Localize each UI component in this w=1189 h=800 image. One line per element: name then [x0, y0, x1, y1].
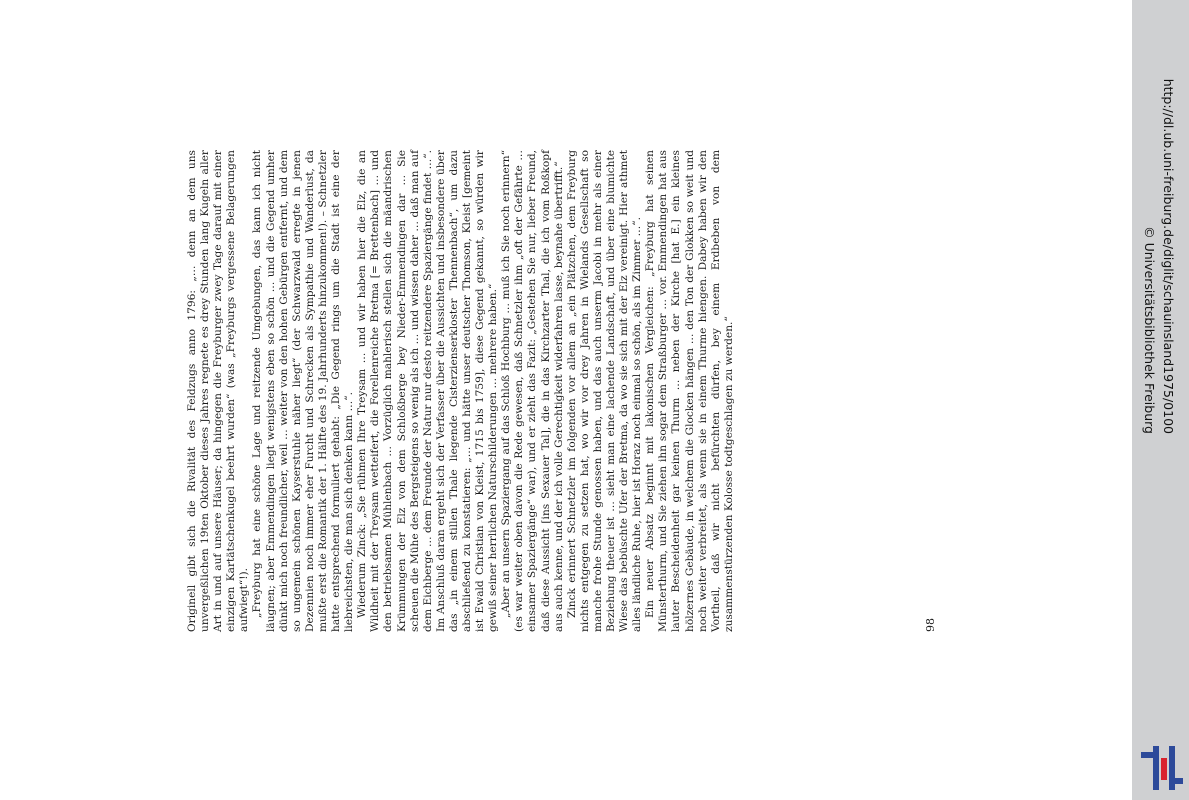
copyright-notice: © Universitätsbibliothek Freiburg	[1142, 226, 1157, 434]
paragraph: Zinck erinnert Schnetzler im folgenden vor allem an „ein Plätzchen, dem Freyburg nichts entgegen zu setzen hat, wo wir vor drey Jahren in Wielands Gesellschaft so manche frohe Stunde genossen haben, und das auch unserm Jacobi in mehr als einer Beziehung theuer ist … sieht man eine lachende Landschaft, und über eine blumichte Wiese das bebüschte Ufer der Bretma, da wo sie sich mit der Elz vereinigt. Hier athmet alles ländliche Ruhe, hier ist Horaz noch einmal so schön, als im Zimmer …“.	[565, 150, 644, 632]
logo-bar-red	[1161, 758, 1167, 780]
logo-bar-blue-top	[1141, 752, 1159, 758]
page-number: 98	[924, 618, 937, 632]
paragraph: „Aber an unsern Spaziergang auf das Schloß Hochburg … muß ich Sie noch erinnern“ (es war weiter oben davon die Rede gewesen, daß Schnetzler ihm „oft der Gefährte … einsamer Spaziergänge“ war), und er zieht das Fazit: „Gestehen Sie nur, lieber Freund, daß diese Aussicht [ins Sexauer Tal], die in das Kirchzarter Thal, die ich vom Roßkopf aus auch kenne, und der ich volle Gerechtigkeit widerfahren lasse, beynahe übertrifft.“	[500, 150, 565, 632]
paragraph: Originell gibt sich die Rivalität des Feldzugs anno 1796: „… denn an dem uns unvergeßlichen 19ten Oktober dieses Jahres regnete es drey Stunden lang Kugeln aller Art in und auf unsere Häuser; da hingegen die Freyburger zwey Tage darauf mit einer einzigen Kartätschenkugel beehrt wurden“ (was „Freyburgs vergessene Belagerungen aufwiegt“!).	[186, 150, 251, 632]
body-text	[186, 150, 898, 632]
paragraph: Ein neuer Absatz beginnt mit lakonischen Vergleichen: „Freyburg hat seinen Münsterthurm, und Sie ziehen ihn sogar dem Straßburger … vor. Emmendingen hat aus lauter Bescheidenheit gar keinen Thurm … neben der Kirche [hat E.] ein kleines hölzernes Gebäude, in welchem die Glocken hängen … den Ton der Glokken so weit und noch weiter verbreitet, als wenn sie in einem Thurme hiengen. Dabey haben wir den Vortheil, daß wir nicht befürchten dürfen, bey einem Erdbeben von dem zusammenstürzenden Kolosse todtgeschlagen zu werden.“	[644, 150, 735, 632]
source-url[interactable]: http://dl.ub.uni-freiburg.de/diglit/schauinsland1975/0100	[1161, 78, 1176, 434]
paragraph: Wiederum Zinck: „Sie rühmen Ihre Treysam … und wir haben hier die Elz, die an Wildheit mit der Treysam wetteifert, die Forellenreiche Bretma [= Brettenbach] … und den betriebsamen Mühlenbach … Vorzüglich mahlerisch stellen sich die mäandrischen Krümmungen der Elz von dem Schloßberge bey Nieder-Emmendingen dar … Sie scheuen die Mühe des Bergsteigens so wenig als ich … und wissen daher … daß man auf dem Eichberge … dem Freunde der Natur nur desto reitzendere Spaziergänge findet …“. Im Anschluß daran ergeht sich der Verfasser über die Aussichten und insbesondere über das „in einem stillen Thale liegende Cisterzienserkloster Thennenbach“, um dazu abschließend zu konstatieren: „… und hätte unser deutscher Thomson, Kleist [gemeint ist Ewald Christian von Kleist, 1715 bis 1759], diese Gegend gekannt, so würden wir gewiß seiner herrlichen Naturschilderungen … mehrere haben.“	[356, 150, 500, 632]
sidebar-text	[1140, 14, 1178, 434]
paragraph: „Freyburg hat eine schöne Lage und reitzende Umgebungen, das kann ich nicht läugnen; aber Emmendingen liegt wenigstens eben so schön … und die Gegend umher dünkt mich noch freundlicher, weil … weiter von den hohen Gebürgen entfernt, und dem so ungemein schönen Kayserstuhle näher liegt“ (der Schwarzwald erregte in jenen Dezennien noch immer eher Furcht und Schrecken als Sympathie und Wanderlust, da mußte erst die Romantik der 1. Hälfte des 19. Jahrhunderts hinzukommen!). – Schnetzler hatte entsprechend formuliert gehabt: „Die Gegend rings um die Stadt ist eine der liebreichsten, die man sich denken kann …“.	[251, 150, 356, 632]
logo-bar-blue-bottom	[1169, 778, 1183, 784]
library-logo-icon	[1139, 744, 1185, 792]
